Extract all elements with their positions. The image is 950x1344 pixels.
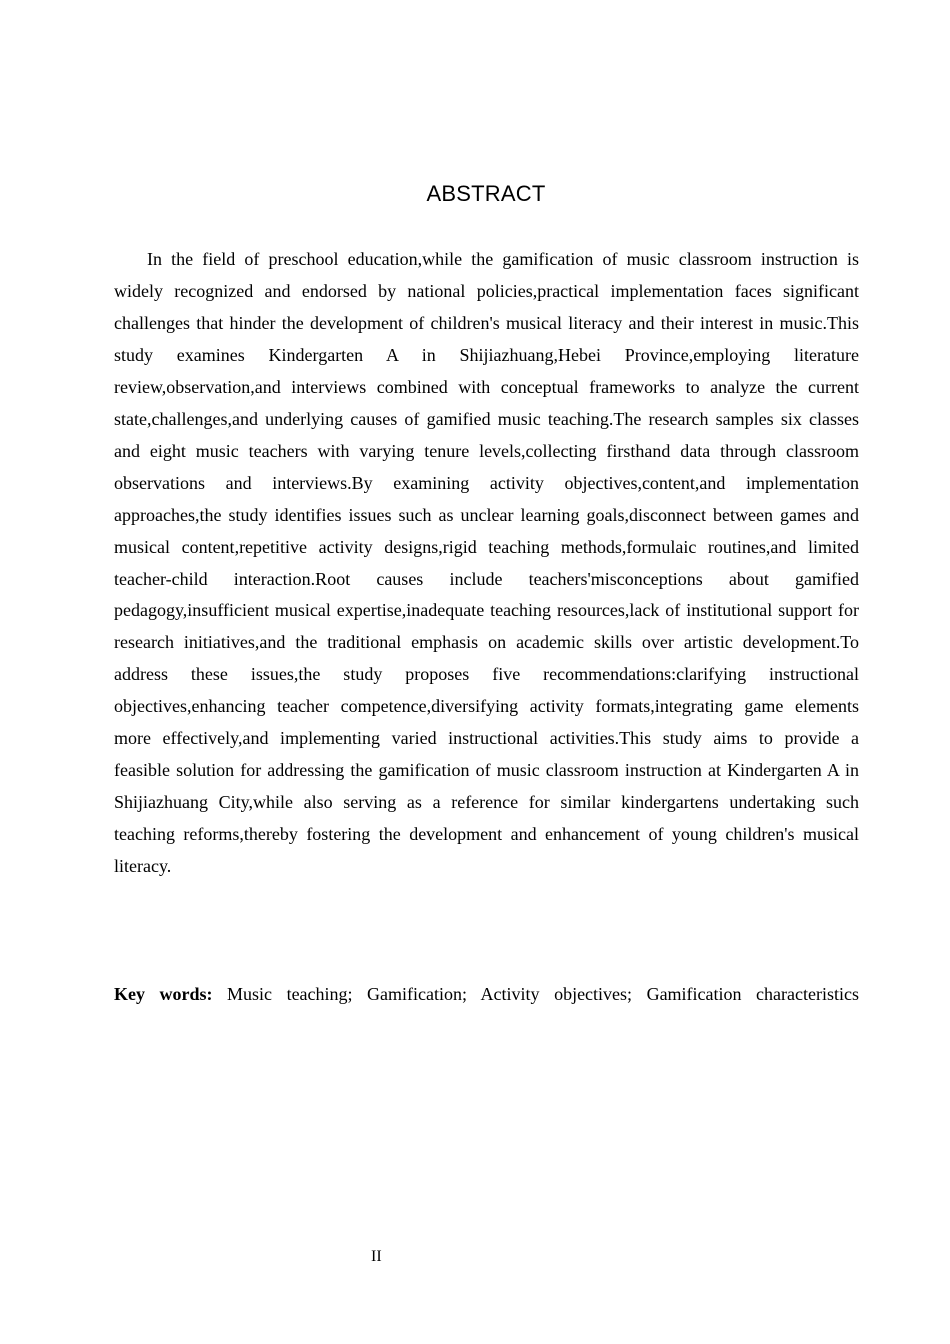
abstract-title: ABSTRACT (426, 181, 546, 206)
abstract-body: In the field of preschool education,while the gamification of music classroom instruction is widely recognized and endorsed by national policies,practical implementation faces significant challenges that hinder the development of children's musical literacy and their interest in music.This study examines Kindergarten A in Shijiazhuang,Hebei Province,employing literature review,observation,and interviews combined with conceptual frameworks to analyze the current state,challenges,and underlying causes of gamified music teaching.The research samples six classes and eight music teachers with varying tenure levels,collecting firsthand data through classroom observations and interviews.By examining activity objectives,content,and implementation approaches,the study identifies issues such as unclear learning goals,disconnect between games and musical content,repetitive activity designs,rigid teaching methods,formulaic routines,and limited teacher-child interaction.Root causes include teachers'misconceptions about gamified pedagogy,insufficient musical expertise,inadequate teaching resources,lack of institutional support for research initiatives,and the traditional emphasis on academic skills over artistic development.To address these issues,the study proposes five recommendations:clarifying instructional objectives,enhancing teacher competence,diversifying activity formats,integrating game elements more effectively,and implementing varied instructional activities.This study aims to provide a feasible solution for addressing the gamification of music classroom instruction at Kindergarten A in Shijiazhuang City,while also serving as a reference for similar kindergartens undertaking such teaching reforms,thereby fostering the development and enhancement of young children's musical literacy. (114, 249, 859, 877)
keywords-text: Music teaching; Gamification; Activity objectives; Gamification characteristics (227, 984, 859, 1004)
keywords-line (114, 978, 859, 1010)
page-number: II (371, 1248, 382, 1265)
keywords-label: Key words: (114, 984, 213, 1004)
